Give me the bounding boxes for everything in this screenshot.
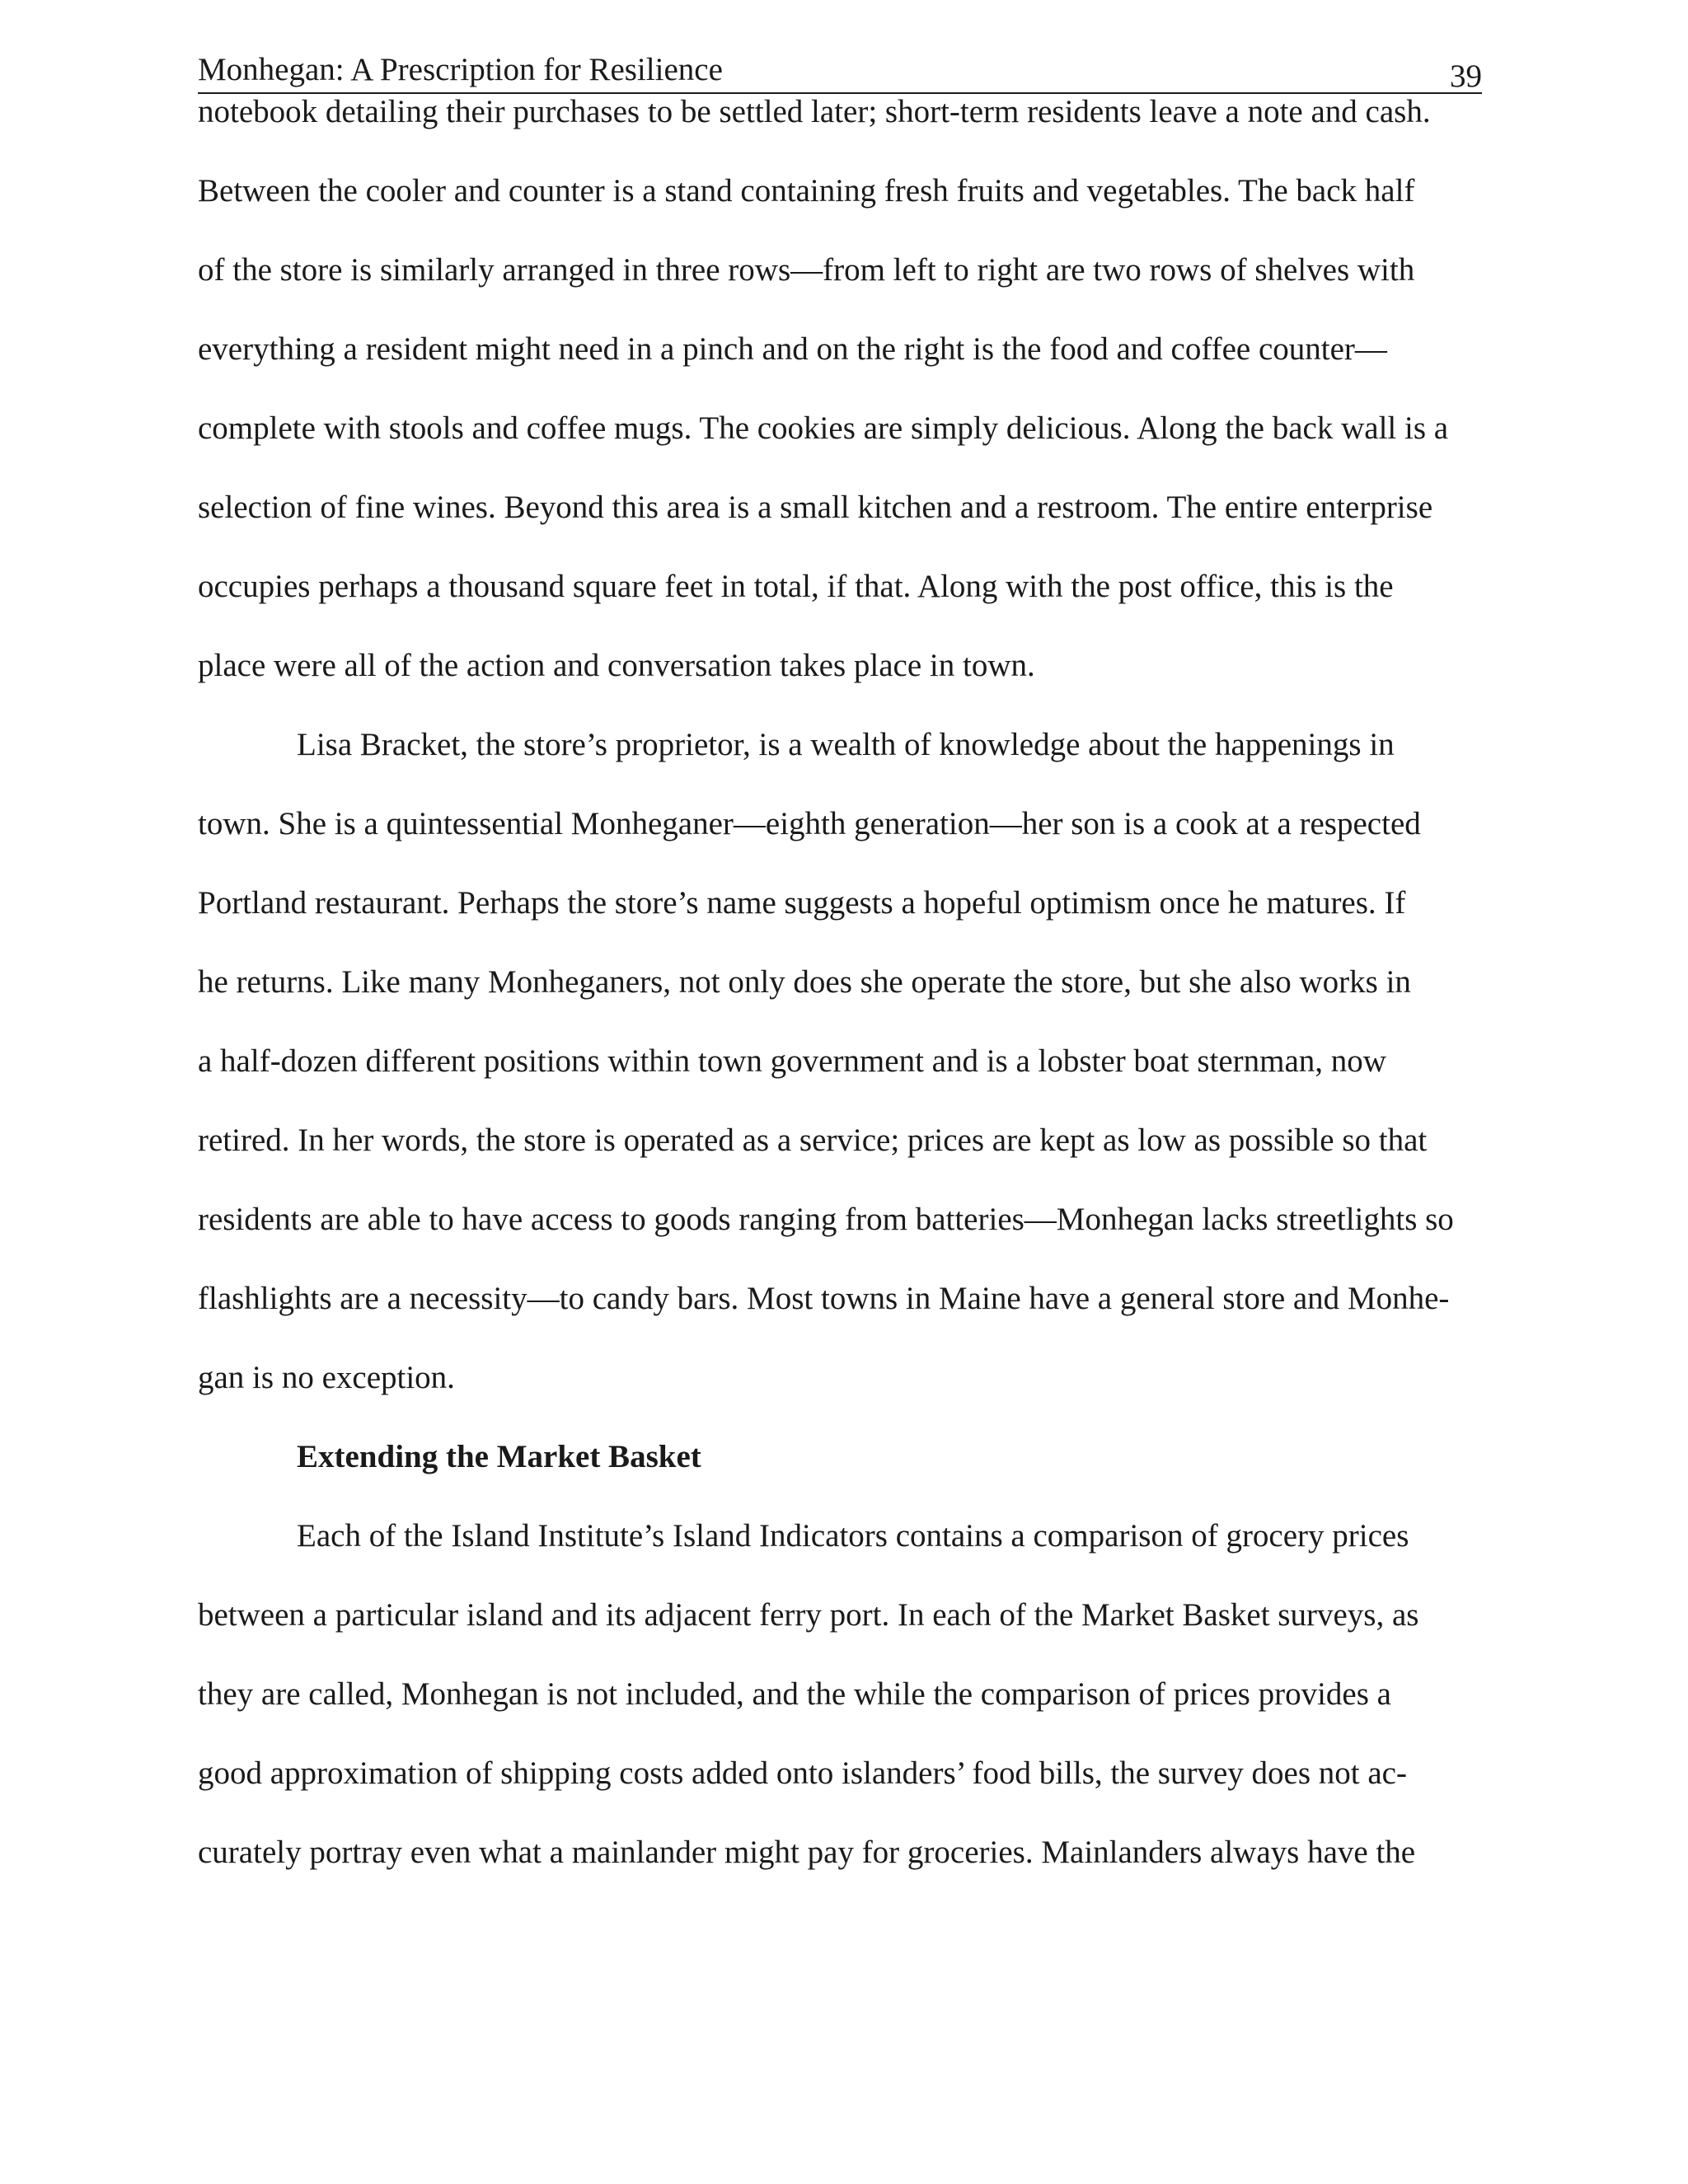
text-line: notebook detailing their purchases to be settled later; short-term residents leave a note and cash.: [198, 94, 1431, 129]
section-heading: Extending the Market Basket: [297, 1439, 701, 1474]
text-line: they are called, Monhegan is not included, and the while the comparison of prices provides a: [198, 1676, 1391, 1712]
text-line: retired. In her words, the store is operated as a service; prices are kept as low as possible so that: [198, 1122, 1428, 1158]
text-line: Between the cooler and counter is a stand containing fresh fruits and vegetables. The back half: [198, 173, 1415, 209]
text-line: town. She is a quintessential Monheganer—eighth generation—her son is a cook at a respected: [198, 806, 1421, 841]
header-title: Monhegan: A Prescription for Resilience: [198, 52, 723, 87]
text-line: occupies perhaps a thousand square feet in total, if that. Along with the post office, this is the: [198, 569, 1394, 604]
text-line: flashlights are a necessity—to candy bars. Most towns in Maine have a general store and Monhe-: [198, 1281, 1450, 1316]
text-line: good approximation of shipping costs added onto islanders’ food bills, the survey does not ac-: [198, 1755, 1407, 1791]
text-line: Portland restaurant. Perhaps the store’s name suggests a hopeful optimism once he matures. If: [198, 885, 1406, 921]
text-line: of the store is similarly arranged in three rows—from left to right are two rows of shelves with: [198, 252, 1415, 288]
text-line: he returns. Like many Monheganers, not only does she operate the store, but she also works in: [198, 964, 1411, 1000]
text-line: a half-dozen different positions within town government and is a lobster boat sternman, now: [198, 1043, 1386, 1079]
page-number: 39: [1450, 59, 1482, 94]
paragraph-first-line: Lisa Bracket, the store’s proprietor, is a wealth of knowledge about the happenings in: [297, 727, 1395, 762]
text-line: selection of fine wines. Beyond this area is a small kitchen and a restroom. The entire enterprise: [198, 490, 1433, 525]
text-line: place were all of the action and conversation takes place in town.: [198, 648, 1035, 683]
text-line: residents are able to have access to goods ranging from batteries—Monhegan lacks streetlights so: [198, 1202, 1454, 1237]
text-line: curately portray even what a mainlander might pay for groceries. Mainlanders always have the: [198, 1835, 1416, 1870]
body-text: [198, 87, 1482, 1907]
text-line: everything a resident might need in a pinch and on the right is the food and coffee counter—: [198, 331, 1387, 367]
text-line: complete with stools and coffee mugs. The cookies are simply delicious. Along the back wall is a: [198, 410, 1449, 446]
text-line: gan is no exception.: [198, 1360, 455, 1395]
paragraph-first-line: Each of the Island Institute’s Island Indicators contains a comparison of grocery prices: [297, 1518, 1409, 1554]
text-line: between a particular island and its adjacent ferry port. In each of the Market Basket surveys, as: [198, 1597, 1419, 1633]
